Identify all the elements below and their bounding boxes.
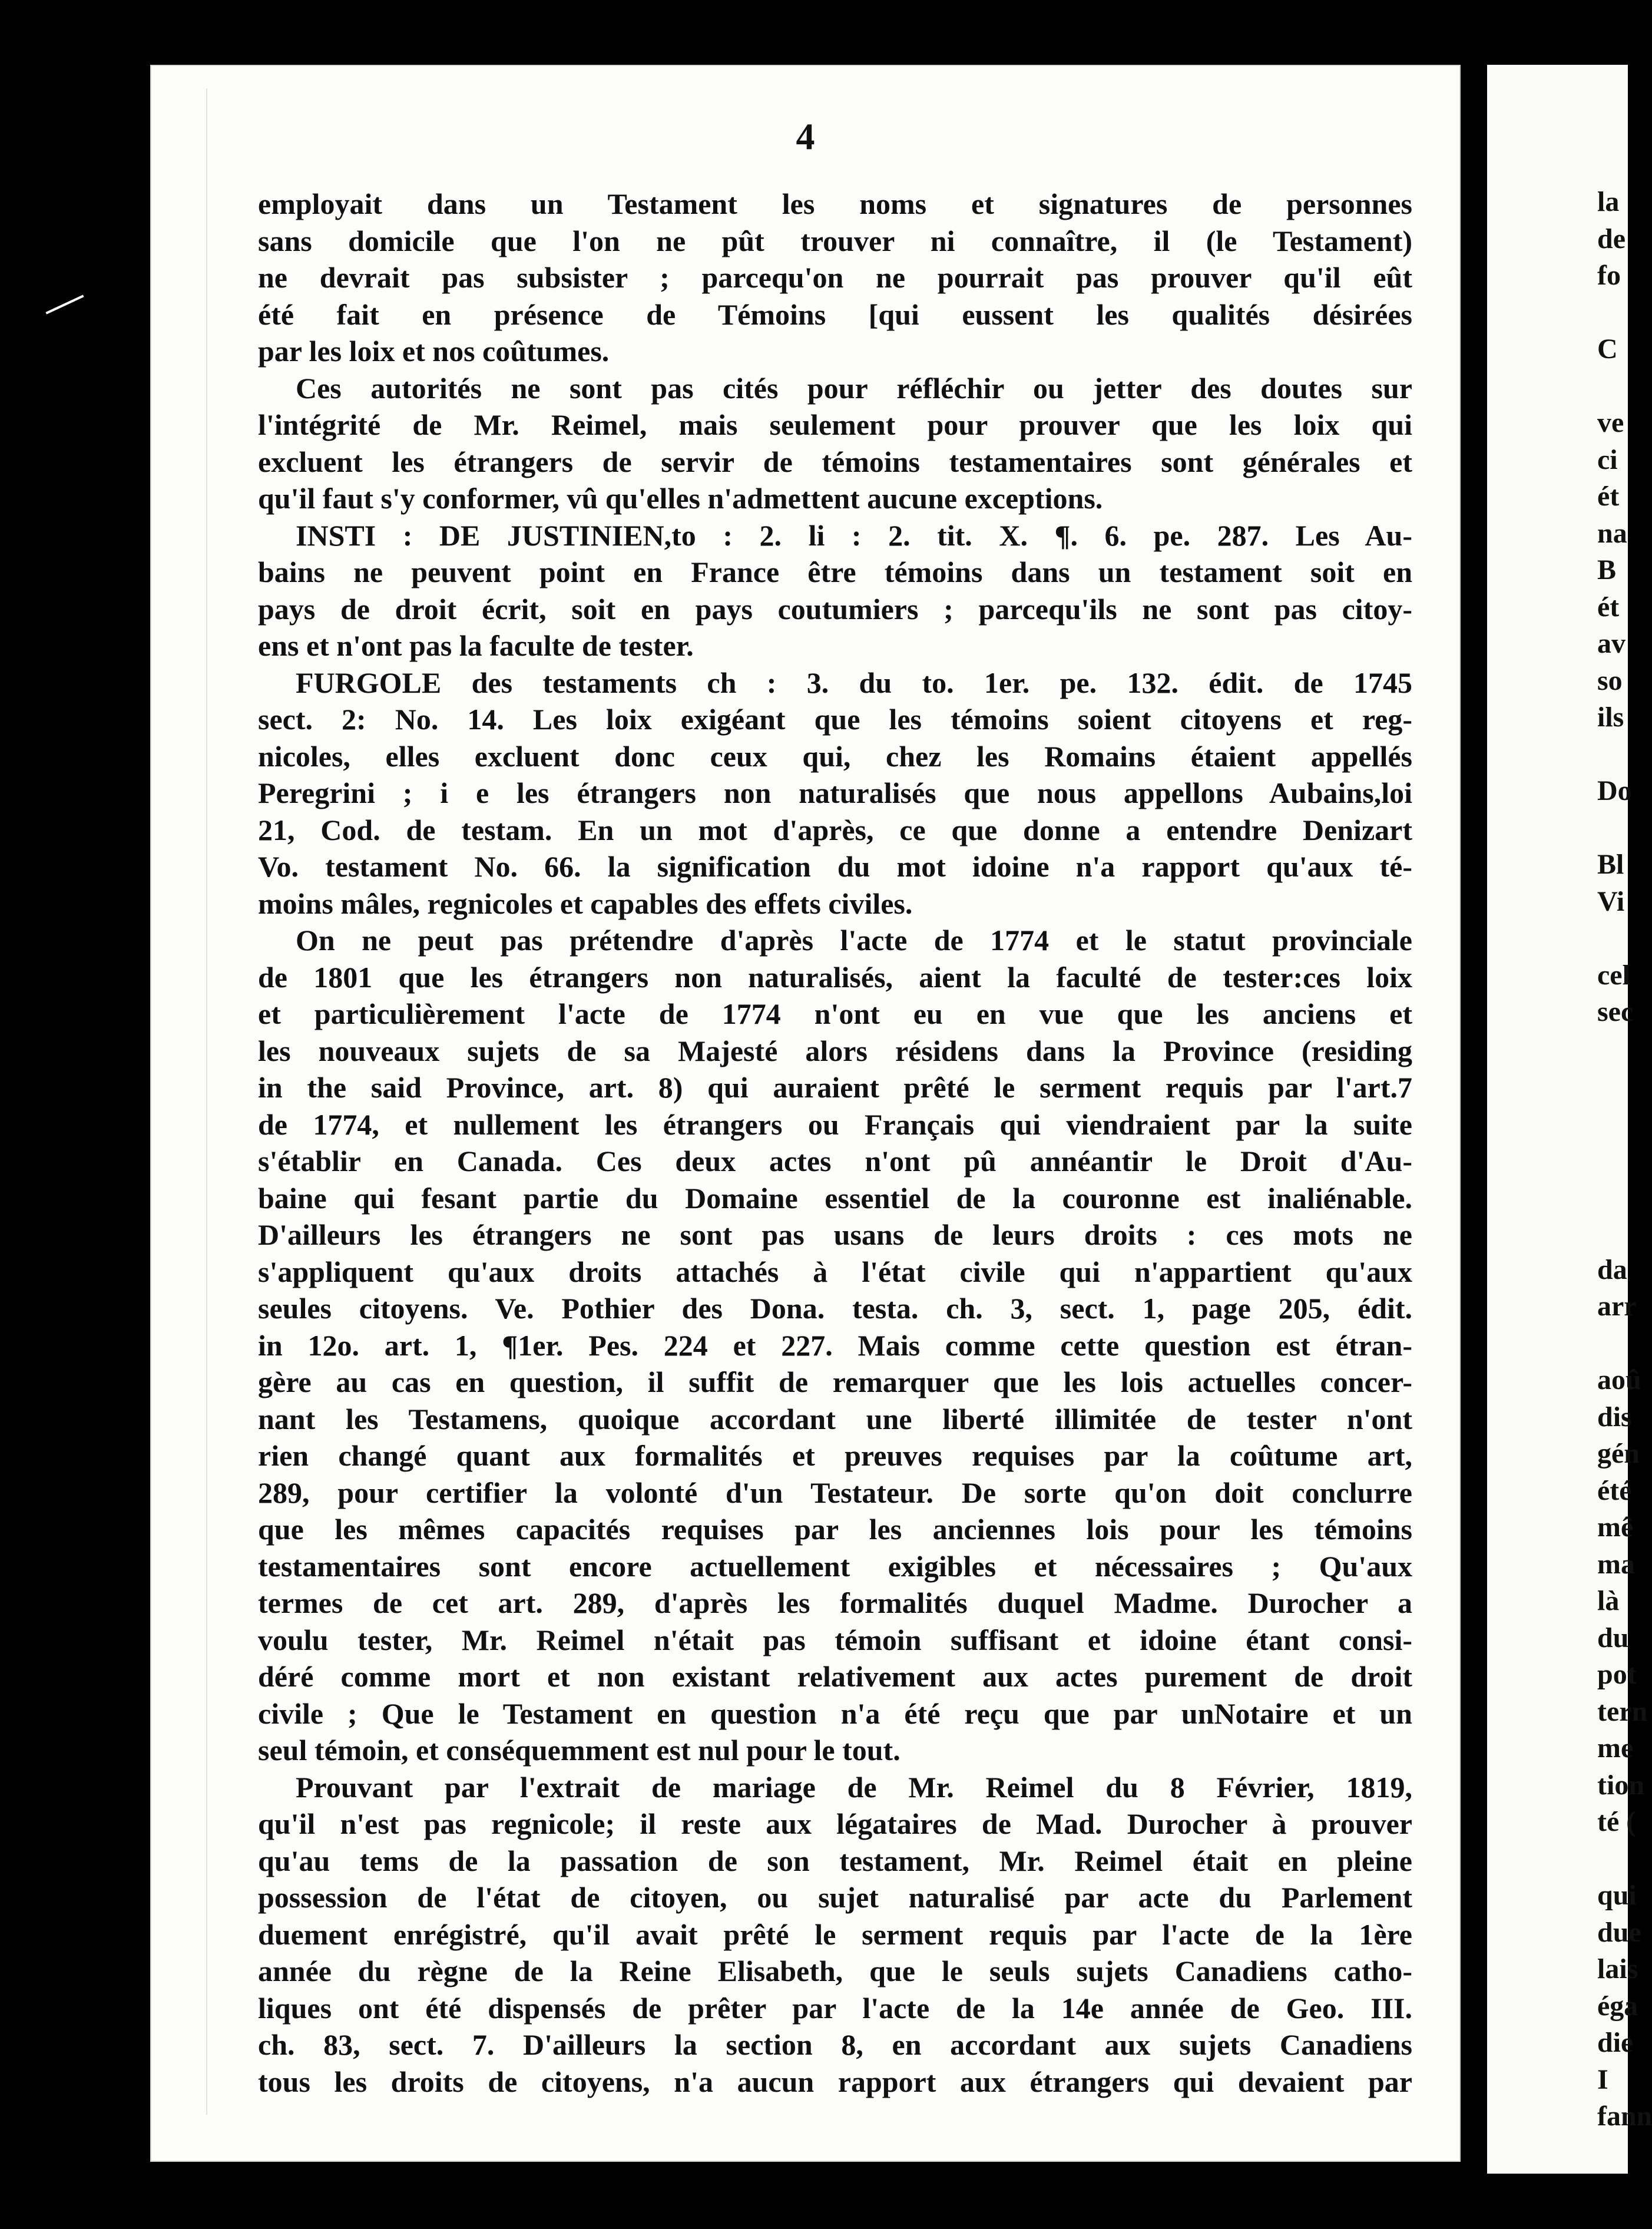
neighbor-fragment: tion xyxy=(1597,1769,1645,1801)
neighbor-fragment: ve xyxy=(1597,407,1624,438)
neighbor-fragment: da xyxy=(1597,1254,1627,1285)
text-line: que les mêmes capacités requises par les anciennes lois pour les témoins xyxy=(258,1513,1412,1546)
text-line: bains ne peuvent point en France être témoins dans un testament soit en xyxy=(258,555,1412,588)
text-line: INSTI : DE JUSTINIEN,to : 2. li : 2. tit. X. ¶. 6. pe. 287. Les Au- xyxy=(296,518,1412,552)
text-line: qu'il faut s'y conformer, vû qu'elles n'admettent aucune exceptions. xyxy=(258,482,1103,515)
text-line: 289, pour certifier la volonté d'un Testateur. De sorte qu'on doit conclurre xyxy=(258,1476,1412,1509)
text-line: Prouvant par l'extrait de mariage de Mr. Reimel du 8 Février, 1819, xyxy=(296,1770,1412,1804)
text-line: Vo. testament No. 66. la signification du mot idoine n'a rapport qu'aux té- xyxy=(258,850,1412,883)
neighbor-fragment: de xyxy=(1597,223,1625,254)
neighbor-fragment: Vi xyxy=(1597,885,1625,917)
text-line: voulu tester, Mr. Reimel n'était pas témoin suffisant et idoine étant consi- xyxy=(258,1623,1412,1656)
neighbor-fragment: av xyxy=(1597,628,1625,659)
neighbor-fragment: pot xyxy=(1597,1659,1637,1690)
neighbor-fragment: ét xyxy=(1597,481,1620,512)
text-line: rien changé quant aux formalités et preuves requises par la coûtume art, xyxy=(258,1439,1412,1472)
text-line: s'établir en Canada. Ces deux actes n'ont pû annéantir le Droit d'Au- xyxy=(258,1145,1412,1178)
neighbor-fragment: Bl xyxy=(1597,849,1624,880)
page-number: 4 xyxy=(796,115,815,157)
neighbor-fragment: là xyxy=(1597,1585,1620,1616)
page-inner-edge xyxy=(206,88,207,2115)
neighbor-page xyxy=(1487,65,1628,2174)
text-line: déré comme mort et non existant relativement aux actes purement de droit xyxy=(258,1660,1412,1693)
neighbor-fragment: qui xyxy=(1597,1880,1637,1911)
text-line: duement enrégistré, qu'il avait prêté le serment requis par l'acte de la 1ère xyxy=(258,1917,1412,1951)
neighbor-fragment: éga xyxy=(1597,1990,1638,2022)
neighbor-fragment: ci xyxy=(1597,444,1618,475)
neighbor-fragment: dis xyxy=(1597,1401,1632,1433)
neighbor-fragment: arr xyxy=(1597,1291,1637,1322)
neighbor-fragment: na xyxy=(1597,517,1627,549)
text-line: civile ; Que le Testament en question n'a été reçu que par unNotaire et un xyxy=(258,1696,1412,1730)
neighbor-fragment: B xyxy=(1597,554,1617,586)
page-gutter xyxy=(1461,59,1487,2174)
text-line: qu'il n'est pas regnicole; il reste aux légataires de Mad. Durocher à prouver xyxy=(258,1807,1412,1840)
text-line: in 12o. art. 1, ¶1er. Pes. 224 et 227. Mais comme cette question est étran- xyxy=(258,1328,1412,1362)
neighbor-fragment: fo xyxy=(1597,260,1621,291)
text-line: tous les droits de citoyens, n'a aucun rapport aux étrangers qui devaient par xyxy=(258,2065,1412,2098)
text-line: ne devrait pas subsister ; parcequ'on ne pourrait pas prouver qu'il eût xyxy=(258,261,1412,294)
text-line: Peregrini ; i e les étrangers non naturalisés que nous appellons Aubains,loi xyxy=(258,776,1412,809)
neighbor-fragment: été xyxy=(1597,1474,1632,1506)
text-line: ens et n'ont pas la faculte de tester. xyxy=(258,629,694,662)
neighbor-fragment: mê xyxy=(1597,1512,1634,1543)
text-line: sect. 2: No. 14. Les loix exigéant que les témoins soient citoyens et reg- xyxy=(258,703,1412,736)
text-line: nicoles, elles excluent donc ceux qui, chez les Romains étaient appellés xyxy=(258,739,1412,773)
text-line: baine qui fesant partie du Domaine essentiel de la couronne est inaliénable. xyxy=(258,1181,1412,1215)
neighbor-fragment: té ( xyxy=(1597,1806,1636,1837)
neighbor-fragment: due xyxy=(1597,1916,1641,1948)
text-line: et particulièrement l'acte de 1774 n'ont eu en vue que les anciens et xyxy=(258,997,1412,1030)
body-text xyxy=(258,186,1412,2100)
neighbor-fragment: Do xyxy=(1597,775,1632,806)
neighbor-fragment: me xyxy=(1597,1732,1634,1764)
neighbor-fragment: gén xyxy=(1597,1438,1640,1469)
text-line: excluent les étrangers de servir de témoins testamentaires sont générales et xyxy=(258,445,1412,478)
neighbor-fragment: ét xyxy=(1597,591,1620,623)
text-line: liques ont été dispensés de prêter par l'acte de la 14e année de Geo. III. xyxy=(258,1991,1412,2025)
neighbor-fragment: fann xyxy=(1597,2101,1652,2132)
neighbor-fragment: lais xyxy=(1597,1953,1638,1985)
text-line: FURGOLE des testaments ch : 3. du to. 1er. pe. 132. édit. de 1745 xyxy=(296,666,1412,699)
text-line: été fait en présence de Témoins [qui eussent les qualités désirées xyxy=(258,297,1412,331)
text-line: 21, Cod. de testam. En un mot d'après, ce que donne a entendre Denizart xyxy=(258,813,1412,846)
text-line: termes de cet art. 289, d'après les formalités duquel Madme. Durocher a xyxy=(258,1586,1412,1619)
text-line: gère au cas en question, il suffit de remarquer que les lois actuelles concer- xyxy=(258,1365,1412,1398)
text-line: employait dans un Testament les noms et signatures de personnes xyxy=(258,187,1412,220)
text-line: par les loix et nos coûtumes. xyxy=(258,335,610,368)
text-line: année du règne de la Reine Elisabeth, que le seuls sujets Canadiens catho- xyxy=(258,1954,1412,1987)
neighbor-fragment: ma xyxy=(1597,1548,1635,1580)
text-line: Ces autorités ne sont pas cités pour réfléchir ou jetter des doutes sur xyxy=(296,371,1412,405)
text-line: ch. 83, sect. 7. D'ailleurs la section 8, en accordant aux sujets Canadiens xyxy=(258,2028,1412,2061)
text-line: de 1801 que les étrangers non naturalisés, aient la faculté de tester:ces loix xyxy=(258,960,1412,994)
text-line: qu'au tems de la passation de son testament, Mr. Reimel était en pleine xyxy=(258,1844,1412,1877)
text-line: On ne peut pas prétendre d'après l'acte de 1774 et le statut provinciale xyxy=(296,924,1412,957)
neighbor-fragment: tern xyxy=(1597,1695,1648,1727)
text-line: in the said Province, art. 8) qui auraient prêté le serment requis par l'art.7 xyxy=(258,1071,1412,1104)
neighbor-fragment: sec xyxy=(1597,996,1634,1027)
neighbor-fragment: die xyxy=(1597,2027,1634,2058)
text-line: de 1774, et nullement les étrangers ou Français qui viendraient par la suite xyxy=(258,1107,1412,1141)
text-line: pays de droit écrit, soit en pays coutumiers ; parcequ'ils ne sont pas citoy- xyxy=(258,592,1412,626)
text-line: l'intégrité de Mr. Reimel, mais seulement pour prouver que les loix qui xyxy=(258,408,1412,441)
text-line: moins mâles, regnicoles et capables des effets civiles. xyxy=(258,887,913,920)
neighbor-fragment: C xyxy=(1597,333,1618,365)
text-line: s'appliquent qu'aux droits attachés à l'état civile qui n'appartient qu'aux xyxy=(258,1255,1412,1288)
neighbor-fragment: du xyxy=(1597,1622,1629,1653)
neighbor-fragment: aoû xyxy=(1597,1364,1641,1395)
text-line: nant les Testamens, quoique accordant une liberté illimitée de tester n'ont xyxy=(258,1402,1412,1436)
neighbor-fragment: ils xyxy=(1597,702,1624,733)
text-line: possession de l'état de citoyen, ou sujet naturalisé par acte du Parlement xyxy=(258,1881,1412,1914)
neighbor-fragment: la xyxy=(1597,186,1620,217)
text-line: D'ailleurs les étrangers ne sont pas usans de leurs droits : ces mots ne xyxy=(258,1218,1412,1251)
text-line: les nouveaux sujets de sa Majesté alors résidens dans la Province (residing xyxy=(258,1034,1412,1067)
neighbor-fragment: cel xyxy=(1597,959,1630,991)
text-line: testamentaires sont encore actuellement exigibles et nécessaires ; Qu'aux xyxy=(258,1549,1412,1583)
text-line: seules citoyens. Ve. Pothier des Dona. testa. ch. 3, sect. 1, page 205, édit. xyxy=(258,1292,1412,1325)
text-line: seul témoin, et conséquemment est nul pour le tout. xyxy=(258,1734,901,1767)
neighbor-fragment: I xyxy=(1597,2063,1608,2095)
neighbor-fragment: so xyxy=(1597,664,1623,696)
text-line: sans domicile que l'on ne pût trouver ni connaître, il (le Testament) xyxy=(258,224,1412,257)
